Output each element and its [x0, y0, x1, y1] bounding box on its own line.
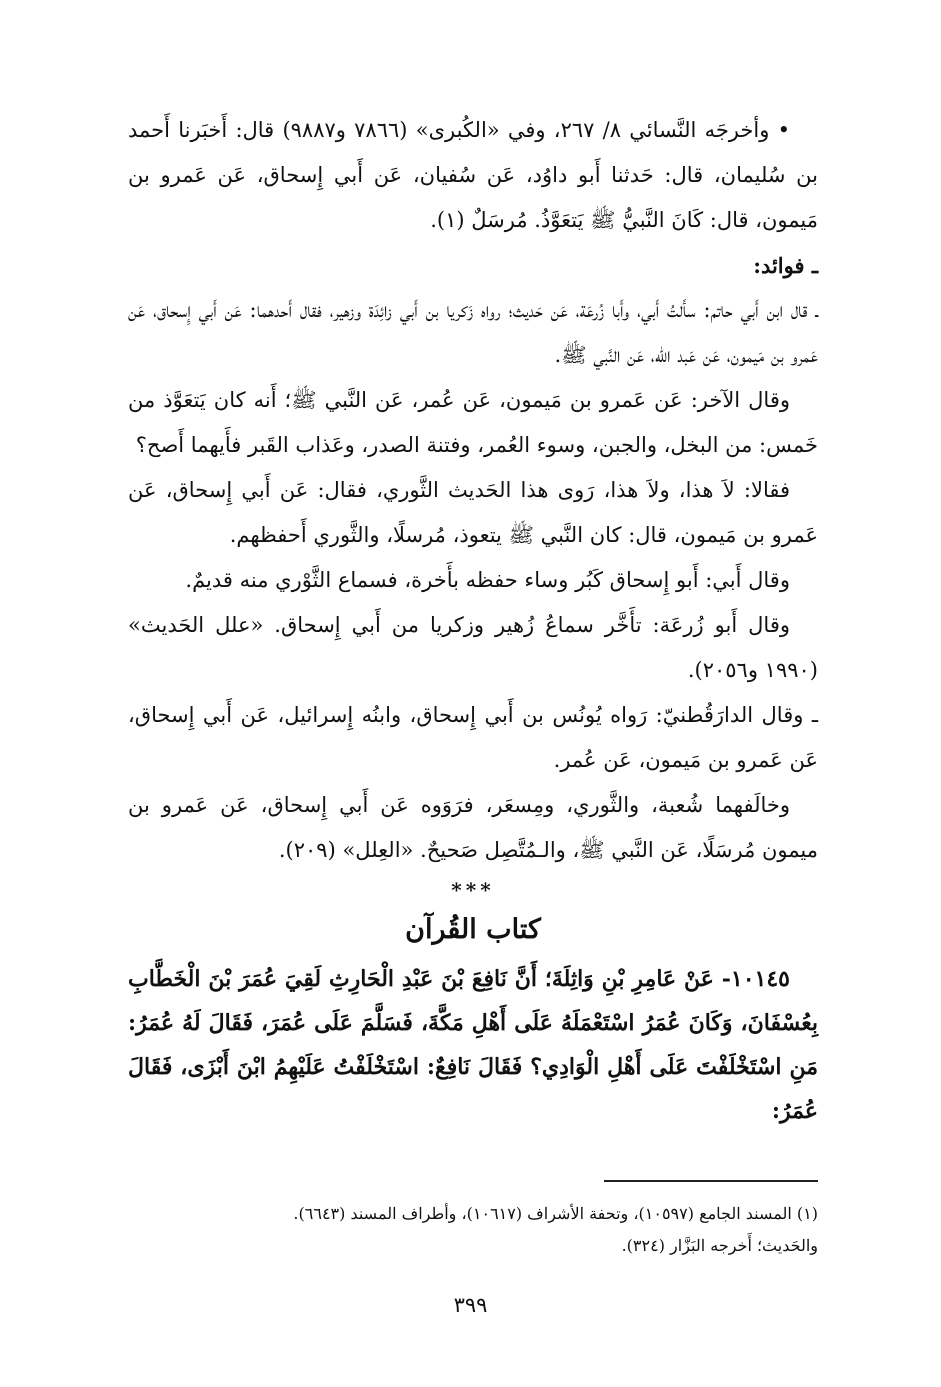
main-text-block: [128, 108, 818, 1133]
footnote-1: (١) المسند الجامع (١٠٥٩٧)، وتحفة الأشراف (١٠٦١٧)، وأطراف المسند (٦٦٤٣).: [293, 1204, 818, 1223]
paragraph-nasai-takhrij: • وأخرجَه النَّسائي ٨/ ٢٦٧، وفي «الكُبرى» (٧٨٦٦ و٩٨٨٧) قال: أَخبَرنا أَحمد بن سُليمان، قال: حَدثنا أَبو داوُد، عَن سُفيان، عَن أَبي إِسحاق، عَن عَمرو بن مَيمون، قال: كَانَ النَّبيُّ ﷺ يَتعَوَّذُ. مُرسَلٌ (١).: [128, 118, 818, 232]
paragraph-ibn-abi-hatim: ـ قال ابن أَبي حاتم: سأَلتُ أَبي، وأَبا زُرعَة، عَن حَديث؛ رواه زَكريا بن أَبي زائِدَة وزهير، فقال أَحدهما: عَن أَبي إِسحاق، عَن عَمرو بن مَيمون، عَن عَبد الله، عَن النَّبي ﷺ.: [128, 298, 818, 367]
footnotes: [128, 1198, 818, 1262]
chapter-title: كتاب القُرآن: [405, 914, 541, 945]
paragraph-shuba-opposed: وخالَفهما شُعبة، والثَّوري، ومِسعَر، فرَوَوه عَن أَبي إِسحاق، عَن عَمرو بن ميمون مُرسَلًا، عَن النَّبي ﷺ، والـمُتَّصِل صَحيحٌ. «العِلل» (٢٠٩).: [128, 793, 818, 862]
hadith-text: ١٠١٤٥- عَنْ عَامِرِ بْنِ وَاثِلَةَ؛ أَنَّ نَافِعَ بْنَ عَبْدِ الْحَارِثِ لَقِيَ عُمَرَ بْنَ الْخَطَّابِ بِعُسْفَانَ، وَكَانَ عُمَرُ اسْتَعْمَلَهُ عَلَى أَهْلِ مَكَّةَ، فَسَلَّمَ عَلَى عُمَرَ، فَقَالَ لَهُ عُمَرُ: مَنِ اسْتَخْلَفْتَ عَلَى أَهْلِ الْوَادِي؟ فَقَالَ نَافِعٌ: اسْتَخْلَفْتُ عَلَيْهِمُ ابْنَ أَبْزَى، فَقَالَ عُمَرُ:: [128, 966, 818, 1124]
footnote-separator: [604, 1180, 818, 1182]
page-number: ٣٩٩: [453, 1293, 488, 1317]
fawaid-heading: ـ فوائد:: [753, 253, 818, 278]
paragraph-both-said: فقالا: لاَ هذا، ولاَ هذا، رَوى هذا الحَديث الثَّوري، فقال: عَن أَبي إِسحاق، عَن عَمرو بن مَيمون، قال: كان النَّبي ﷺ يتعوذ، مُرسلًا، والثَّوري أَحفظهم.: [128, 478, 818, 547]
paragraph-abu-zura: وقال أَبو زُرعَة: تأَخَّر سماعُ زُهير وزكريا من أَبي إِسحاق. «علل الحَديث» (١٩٩٠ و٢٠٥٦).: [128, 613, 818, 682]
paragraph-daraqutni: ـ وقال الدارَقُطنيّ: رَواه يُونُس بن أَبي إِسحاق، وابنُه إِسرائيل، عَن أَبي إِسحاق، عَن عَمرو بن مَيمون، عَن عُمر.: [128, 703, 818, 772]
paragraph-abi-said: وقال أَبي: أَبو إِسحاق كَبُر وساء حفظه بأَخرة، فسماع الثَّوْري منه قديمٌ.: [185, 568, 790, 592]
footnote-continuation: والحَديث؛ أَخرجه البَزَّار (٣٢٤).: [621, 1236, 818, 1255]
paragraph-other-said: وقال الآخر: عَن عَمرو بن مَيمون، عَن عُمر، عَن النَّبي ﷺ؛ أَنه كان يَتعَوَّذ من خَمس: من البخل، والجبن، وسوء العُمر، وفتنة الصدر، وعَذاب القَبر فأَيهما أَصح؟: [128, 388, 818, 457]
section-divider-ornament: ***: [451, 878, 495, 902]
